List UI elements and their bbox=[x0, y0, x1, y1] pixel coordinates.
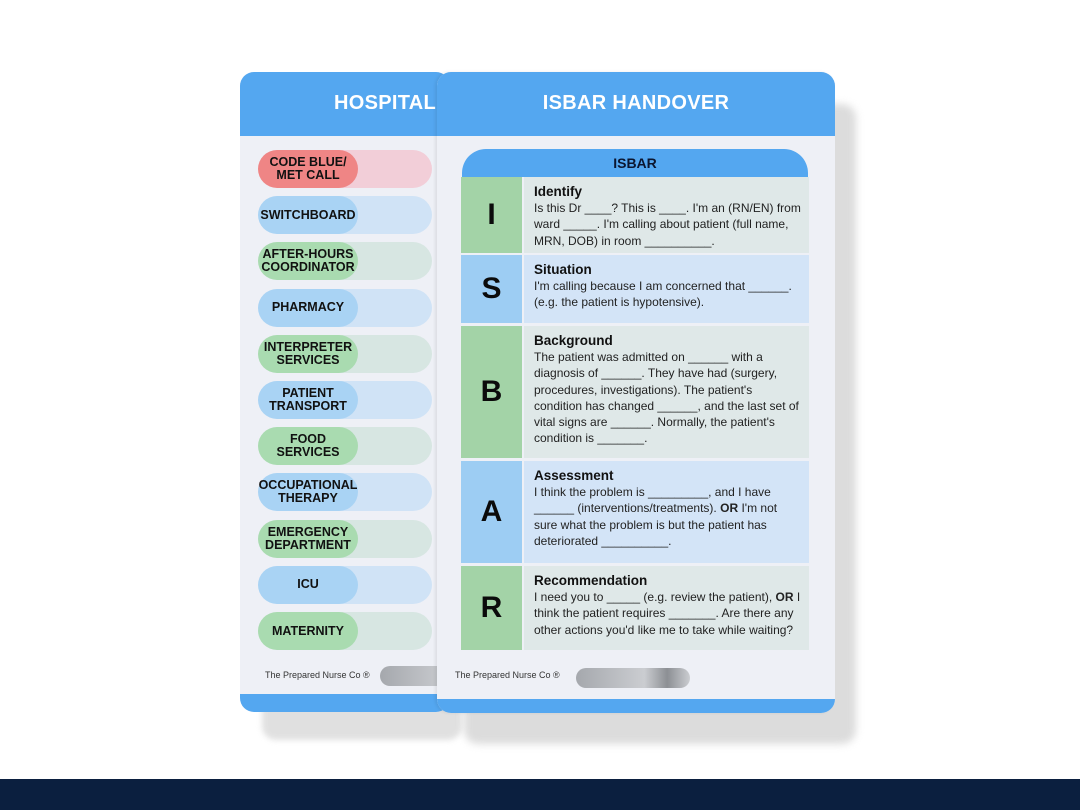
contact-label: CODE BLUE/ MET CALL bbox=[258, 150, 358, 188]
isbar-row-situation bbox=[461, 255, 809, 323]
assessment-text bbox=[534, 484, 801, 549]
isbar-row-identify bbox=[461, 177, 809, 253]
contact-row bbox=[258, 242, 432, 280]
isbar-letter-r: R bbox=[461, 566, 522, 650]
contact-row bbox=[258, 150, 432, 188]
front-lanyard-slot bbox=[576, 668, 690, 688]
isbar-row-assessment bbox=[461, 461, 809, 563]
recommendation-text bbox=[534, 589, 801, 638]
isbar-letter-b: B bbox=[461, 326, 522, 458]
assessment-title: Assessment bbox=[534, 468, 614, 483]
contact-label: SWITCHBOARD bbox=[258, 196, 358, 234]
isbar-body-recommendation bbox=[524, 566, 809, 650]
recommendation-title: Recommendation bbox=[534, 573, 648, 588]
isbar-letter-i: I bbox=[461, 177, 522, 253]
situation-text: I'm calling because I am concerned that ______. (e.g. the patient is hypotensive). bbox=[534, 279, 792, 310]
isbar-letter-s: S bbox=[461, 255, 522, 323]
contact-row bbox=[258, 381, 432, 419]
contact-label: PATIENT TRANSPORT bbox=[258, 381, 358, 419]
contact-label: MATERNITY bbox=[258, 612, 358, 650]
contact-label: OCCUPATIONAL THERAPY bbox=[258, 473, 358, 511]
contact-label: AFTER-HOURS COORDINATOR bbox=[258, 242, 358, 280]
contact-label: EMERGENCY DEPARTMENT bbox=[258, 520, 358, 558]
isbar-row-recommendation bbox=[461, 566, 809, 650]
contact-row bbox=[258, 335, 432, 373]
isbar-body-identify bbox=[524, 177, 809, 253]
contact-row bbox=[258, 612, 432, 650]
footer-band bbox=[0, 779, 1080, 810]
assessment-or: OR bbox=[720, 501, 739, 516]
hospital-contacts-card bbox=[240, 72, 450, 712]
contact-row bbox=[258, 427, 432, 465]
isbar-letter-a: A bbox=[461, 461, 522, 563]
isbar-body-situation bbox=[524, 255, 809, 323]
recommendation-text-part2: I think the patient requires _______. Are there any other actions you'd like me to take while waiting? bbox=[534, 590, 801, 637]
assessment-text-part1: I think the problem is _________, and I have ______ (interventions/treatments). bbox=[534, 485, 771, 516]
contact-row bbox=[258, 289, 432, 327]
isbar-card-header bbox=[437, 72, 835, 136]
recommendation-or: OR bbox=[775, 590, 794, 604]
hospital-card-bottom-band bbox=[240, 694, 450, 712]
isbar-row-background bbox=[461, 326, 809, 458]
isbar-handover-card bbox=[437, 72, 835, 713]
isbar-card-bottom-band bbox=[437, 699, 835, 713]
contact-label: FOOD SERVICES bbox=[258, 427, 358, 465]
front-copyright: The Prepared Nurse Co ® bbox=[455, 670, 560, 680]
isbar-body-assessment bbox=[524, 461, 809, 563]
situation-title: Situation bbox=[534, 262, 592, 277]
contact-row bbox=[258, 566, 432, 604]
recommendation-text-part1: I need you to _____ (e.g. review the patient), bbox=[534, 590, 773, 604]
isbar-card-title: ISBAR HANDOVER bbox=[542, 92, 730, 114]
background-title: Background bbox=[534, 333, 613, 348]
back-copyright: The Prepared Nurse Co ® bbox=[265, 670, 370, 680]
isbar-table-header: ISBAR bbox=[462, 149, 808, 177]
background-text: The patient was admitted on ______ with a diagnosis of ______. They have had (surgery, procedures, investigations). The patient's condition has changed ______, and the last set of vital signs are ______. Normally, the patient's condition is _______. bbox=[534, 350, 799, 446]
contact-row bbox=[258, 196, 432, 234]
contact-label: ICU bbox=[258, 566, 358, 604]
hospital-card-title: HOSPITAL bbox=[334, 92, 437, 114]
identify-text: Is this Dr ____? This is ____. I'm an (RN/EN) from ward _____. I'm calling about patient (full name, MRN, DOB) in room __________. bbox=[534, 201, 801, 248]
isbar-body-background bbox=[524, 326, 809, 458]
identify-title: Identify bbox=[534, 184, 583, 199]
assessment-text-part2: I'm not sure what the problem is but the patient has deteriorated __________. bbox=[534, 501, 778, 548]
hospital-card-header bbox=[240, 72, 450, 136]
contact-label: INTERPRETER SERVICES bbox=[258, 335, 358, 373]
contact-row bbox=[258, 473, 432, 511]
contact-label: PHARMACY bbox=[258, 289, 358, 327]
contact-row bbox=[258, 520, 432, 558]
